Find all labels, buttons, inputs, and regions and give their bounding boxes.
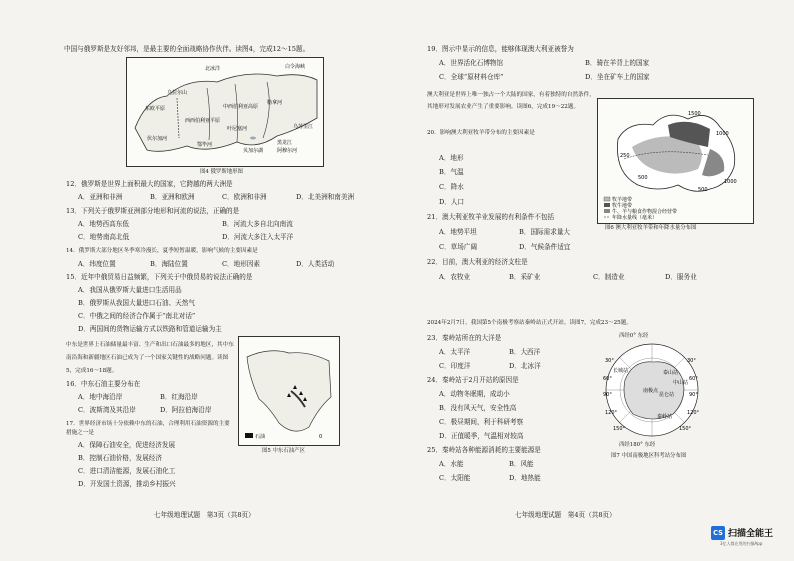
- question-14: 14．俄罗斯大部分地区冬季寒冷漫长，夏季短暂温暖，影响气候的主要因素是: [66, 248, 258, 254]
- option: A．水能: [439, 460, 464, 468]
- station-label: 中山站: [673, 380, 689, 386]
- russia-terrain-map: [126, 57, 324, 167]
- legend-oil-label: 石油: [255, 434, 266, 440]
- degree-label: 30°: [605, 358, 614, 364]
- station-label: 秦岭站: [657, 414, 673, 420]
- degree-label: 150°: [613, 426, 626, 432]
- degree-label: 90°: [689, 392, 698, 398]
- degree-label: 30°: [687, 358, 696, 364]
- map4-label: 叶尼塞河: [227, 126, 248, 132]
- option: A．亚洲和非洲: [78, 193, 123, 201]
- option: D．气候条件适宜: [519, 243, 571, 251]
- map4-label: 伏尔加河: [147, 136, 168, 142]
- question-21: 22．目前，澳大利亚的经济支柱是: [427, 258, 528, 266]
- station-label: 南极点: [643, 388, 659, 394]
- map4-label: 东欧平原: [145, 106, 166, 112]
- map7-top-label: 西经0° 东经: [619, 333, 649, 339]
- question-17: 17．世界经济市场十分依赖中东的石油，合理利用石油资源的主要措施之一是: [66, 421, 230, 436]
- degree-label: 120°: [687, 410, 700, 416]
- australia-map-svg: [598, 99, 753, 223]
- option: D．两国间的货物运输方式以铁路和管道运输为主: [78, 325, 222, 333]
- option: C．极昼期间，利于科研考察: [439, 418, 524, 426]
- option: A．动物冬眠期，成动小: [439, 390, 510, 398]
- option: C．制造业: [593, 273, 625, 281]
- scanner-logo-icon: CS: [711, 526, 725, 540]
- question-13: 13．下列关于俄罗斯亚洲部分地形和河流的说法，正确的是: [66, 207, 240, 215]
- legend-label: 牛、羊与粮食作物混合经营带: [612, 209, 678, 215]
- map4-label: 乌苏里江: [293, 124, 314, 130]
- question-15: 15．近年中俄贸易日益频繁，下列关于中俄贸易的说法正确的是: [66, 273, 253, 281]
- isoline-label: 1000: [716, 131, 729, 137]
- station-label: 长城站: [613, 368, 629, 374]
- question-25: 25．秦岭站各种能源消耗的主要能源是: [427, 446, 541, 454]
- degree-label: 60°: [603, 376, 612, 382]
- option: A．我国从俄罗斯大量进口生活用品: [78, 286, 182, 294]
- option: C．欧洲和非洲: [222, 193, 267, 201]
- option: A．地形: [439, 154, 464, 162]
- antarctica-map-svg: [603, 340, 701, 440]
- map4-label: 鄂毕河: [197, 142, 213, 148]
- option: C．全球“原材料仓库”: [439, 73, 504, 81]
- baikal-lake: [250, 137, 256, 140]
- option: C．波斯湾及其沿岸: [78, 406, 136, 414]
- map4-label: 黑龙江: [277, 140, 293, 146]
- map4-label: 西西伯利亚平原: [185, 118, 221, 124]
- map4-label: 贝加尔湖: [243, 148, 264, 154]
- legend-swatch: [604, 203, 610, 207]
- question-24: 24．秦岭站于2月开站的原因是: [427, 376, 519, 384]
- map5-caption: 图5 中东石油产区: [262, 448, 305, 454]
- option: A．地中海沿岸: [78, 393, 123, 401]
- russia-map-svg: [127, 58, 323, 166]
- option: C．降水: [439, 183, 464, 191]
- legend-oil-swatch: [245, 433, 253, 438]
- degree-label: 150°: [679, 426, 692, 432]
- question-19: 20．影响澳大利亚牧羊带分布的主要因素是: [427, 130, 535, 136]
- option: B．河流大多自北向南流: [222, 220, 293, 228]
- option: A．世界活化石博物馆: [439, 59, 504, 67]
- map5-scale: 0: [319, 434, 323, 440]
- option: A．地势平坦: [439, 228, 477, 236]
- option: D．开发国土资源，推动乡村振兴: [78, 480, 176, 488]
- option: B．红海沿岸: [160, 393, 198, 401]
- map7-caption: 图7 中国南极地区科考站分布图: [611, 453, 687, 459]
- option: A．农牧业: [439, 273, 471, 281]
- intro-text-16-18: 中东是世界上石油储量最丰富、生产和出口石油最多的地区，其中东南沿海和新疆地区石油已成为了一个国家关键性的战略问题。读图5，完成16～18题。: [66, 342, 234, 374]
- isoline-label: 1000: [724, 179, 737, 185]
- option: B．骑在羊背上的国家: [585, 59, 650, 67]
- station-label: 泰山站: [663, 370, 679, 376]
- option: A．地势西高东低: [78, 220, 129, 228]
- australia-map: [597, 98, 754, 224]
- option: D．地热能: [509, 474, 541, 482]
- option: D．坐在矿车上的国家: [585, 73, 650, 81]
- option: D．人口: [439, 198, 465, 206]
- option: B．国际需求量大: [519, 228, 571, 236]
- option: D．服务业: [665, 273, 697, 281]
- map4-label: 白令海峡: [285, 64, 306, 70]
- legend-swatch: [604, 209, 610, 213]
- option: B．气温: [439, 168, 464, 176]
- scanner-app-name: 扫描全能王: [728, 529, 774, 539]
- option: B．风能: [509, 460, 534, 468]
- map6-caption: 图6 澳大利亚牧羊带和年降水量分布图: [605, 225, 697, 231]
- isoline-label: 500: [638, 175, 648, 181]
- isoline-label: 500: [698, 187, 708, 193]
- map7-bottom-label: 西经180° 东经: [619, 442, 656, 448]
- middle-east-map-svg: [239, 337, 339, 445]
- isoline-label: 1500: [688, 111, 701, 117]
- option: B．俄罗斯从我国大量进口石油、天然气: [78, 299, 195, 307]
- scanner-app-tagline: 3亿人都在用的扫描App: [720, 541, 763, 546]
- option: D．人类活动: [296, 260, 335, 268]
- exam-page-4: [397, 0, 794, 561]
- option: C．中俄之间的经济合作属于“南北对话”: [78, 312, 196, 320]
- map4-label: 乌拉尔山: [167, 90, 188, 96]
- option: B．大西洋: [509, 348, 541, 356]
- middle-east-oil-map: [238, 336, 340, 446]
- option: B．采矿业: [509, 273, 541, 281]
- option: B．控制石油价格，发展经济: [78, 454, 162, 462]
- option: D．北冰洋: [509, 362, 541, 370]
- option: C．草场广阔: [439, 243, 478, 251]
- map4-caption: 图4 俄罗斯地形图: [200, 169, 243, 175]
- intro-text-19-22: 澳大利亚是世界上唯一独占一个大陆的国家，有着独特的自然条件，其地形对发展农业产生了重要影响。读图6，完成19～22题。: [427, 92, 595, 110]
- middle-east-outline: [247, 351, 331, 431]
- map4-label: 勒拿河: [267, 100, 283, 106]
- degree-label: 120°: [605, 410, 618, 416]
- map4-label: 中西伯利亚高原: [223, 104, 259, 110]
- map4-label: 阿穆尔河: [277, 148, 298, 154]
- option: D．河流大多注入太平洋: [222, 233, 294, 241]
- question-16: 16．中东石油主要分布在: [66, 380, 141, 388]
- degree-label: 90°: [603, 392, 612, 398]
- question-12: 12．俄罗斯是世界上面积最大的国家，它跨越的两大洲是: [66, 180, 233, 188]
- option: D．阿拉伯海沿岸: [160, 406, 212, 414]
- option: C．印度洋: [439, 362, 471, 370]
- option: A．纬度位置: [78, 260, 116, 268]
- option: A．太平洋: [439, 348, 471, 356]
- page-footer-left: 七年级地理试题 第3页（共8页）: [154, 511, 255, 519]
- option: C．进口清洁能源，发展石油化工: [78, 467, 176, 475]
- option: D．北美洲和南美洲: [296, 193, 355, 201]
- option: A．保障石油安全，促进经济发展: [78, 441, 176, 449]
- antarctica-map: [603, 340, 701, 440]
- option: D．正值暖季，气温相对较高: [439, 432, 524, 440]
- intro-text-23-25: 2024年2月7日，我国第5个南极考察站秦岭站正式开站。读图7，完成23～25题。: [427, 320, 632, 326]
- question-20: 21．澳大利亚牧羊业发展的有利条件不包括: [427, 213, 555, 221]
- intro-text-12-15: 中国与俄罗斯是友好邻邦，是最主要的全面战略协作伙伴。读图4，完成12～15题。: [64, 45, 310, 53]
- option: B．亚洲和欧洲: [150, 193, 195, 201]
- legend-label: 牧羊地带: [612, 197, 633, 203]
- map4-label: 北冰洋: [205, 66, 221, 72]
- option: B．没有风天气，安全性高: [439, 404, 517, 412]
- option: C．太阳能: [439, 474, 471, 482]
- question-23: 23．秦岭站所在的大洋是: [427, 334, 502, 342]
- legend-swatch: [604, 197, 610, 201]
- option: C．地势南高北低: [78, 233, 130, 241]
- degree-label: 60°: [689, 376, 698, 382]
- option: B．海陆位置: [150, 260, 188, 268]
- question-18: 19．图示中显示的信息，能够体现澳大利亚被誉为: [427, 45, 574, 53]
- isoline-label: 250: [620, 153, 630, 159]
- legend-label: 牧牛地带: [612, 203, 633, 209]
- station-label: 昆仑站: [659, 392, 675, 398]
- legend-label: 年降水量线（毫米）: [612, 215, 658, 221]
- page-footer-right: 七年级地理试题 第4页（共8页）: [515, 511, 616, 519]
- option: C．地形因素: [222, 260, 261, 268]
